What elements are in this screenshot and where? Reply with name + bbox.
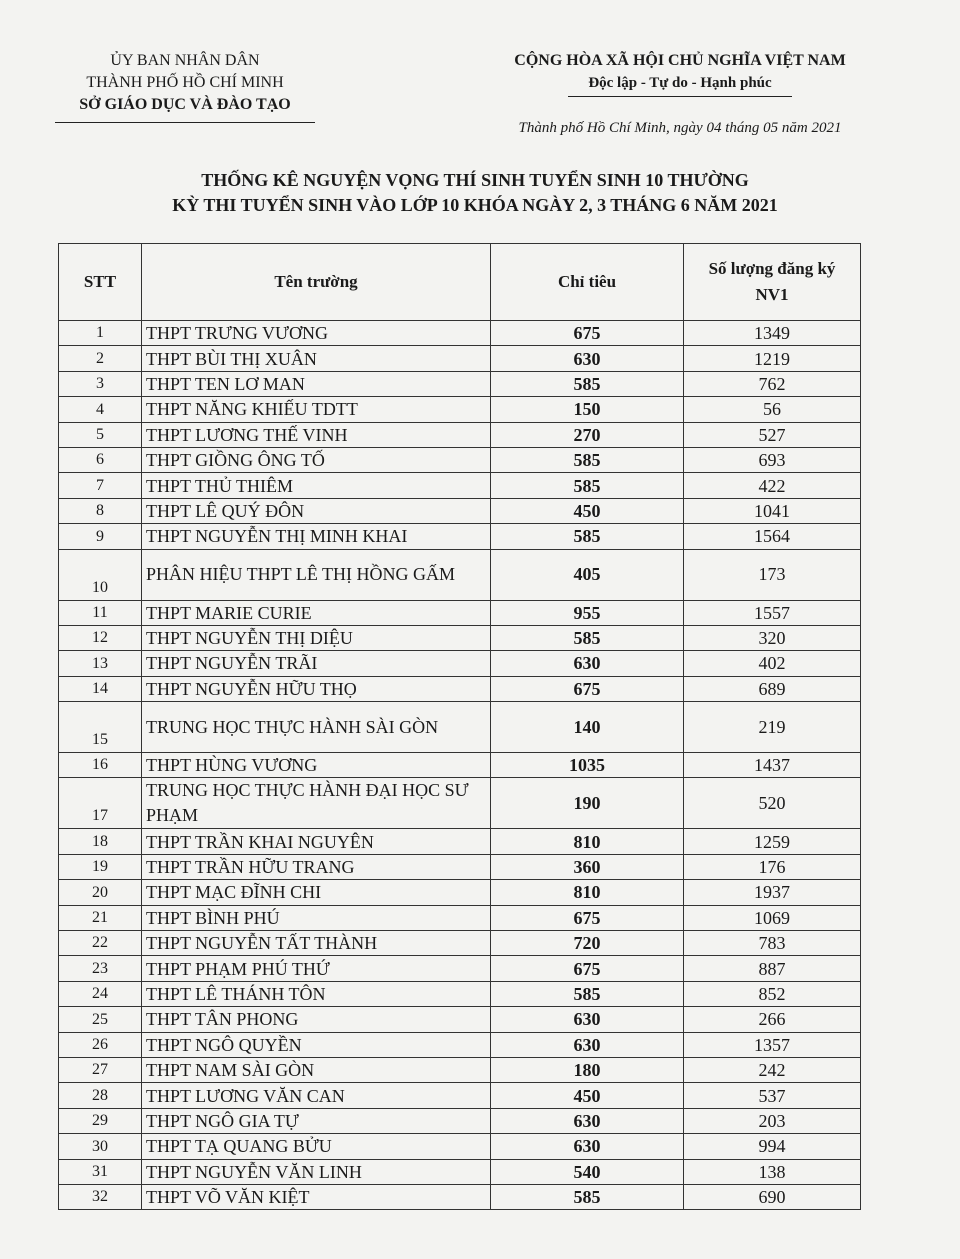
- issuer-block: [40, 50, 330, 123]
- table-row: [59, 905, 861, 930]
- table-row: [59, 1108, 861, 1133]
- cell-school-name: THPT NAM SÀI GÒN: [142, 1057, 491, 1082]
- table-row: [59, 651, 861, 676]
- table-row: [59, 473, 861, 498]
- cell-school-name: THPT MẠC ĐĨNH CHI: [142, 880, 491, 905]
- cell-stt: 28: [59, 1083, 142, 1108]
- cell-registrations: 693: [684, 447, 861, 472]
- table-row: [59, 829, 861, 854]
- cell-quota: 585: [491, 473, 684, 498]
- cell-registrations: 527: [684, 422, 861, 447]
- cell-school-name: THPT TRƯNG VƯƠNG: [142, 321, 491, 346]
- table-row: [59, 956, 861, 981]
- cell-registrations: 1069: [684, 905, 861, 930]
- cell-stt: 19: [59, 854, 142, 879]
- cell-quota: 585: [491, 625, 684, 650]
- registration-table: [58, 243, 861, 1210]
- cell-quota: 150: [491, 397, 684, 422]
- cell-registrations: 520: [684, 778, 861, 829]
- table-row: [59, 625, 861, 650]
- cell-stt: 27: [59, 1057, 142, 1082]
- cell-registrations: 689: [684, 676, 861, 701]
- cell-stt: 15: [59, 702, 142, 753]
- cell-quota: 540: [491, 1159, 684, 1184]
- cell-registrations: 219: [684, 702, 861, 753]
- cell-registrations: 138: [684, 1159, 861, 1184]
- cell-stt: 20: [59, 880, 142, 905]
- cell-quota: 675: [491, 905, 684, 930]
- cell-school-name: THPT NGUYỄN VĂN LINH: [142, 1159, 491, 1184]
- cell-registrations: 690: [684, 1184, 861, 1209]
- header-quota: Chỉ tiêu: [491, 244, 684, 321]
- cell-stt: 23: [59, 956, 142, 981]
- cell-quota: 450: [491, 1083, 684, 1108]
- table-row: [59, 371, 861, 396]
- cell-school-name: THPT TẠ QUANG BỬU: [142, 1134, 491, 1159]
- cell-quota: 630: [491, 651, 684, 676]
- cell-quota: 810: [491, 829, 684, 854]
- cell-stt: 8: [59, 498, 142, 523]
- table-row: [59, 1159, 861, 1184]
- issuer-underline: [55, 122, 315, 123]
- cell-school-name: THPT LÊ THÁNH TÔN: [142, 981, 491, 1006]
- cell-quota: 405: [491, 549, 684, 600]
- cell-school-name: THPT TRẦN HỮU TRANG: [142, 854, 491, 879]
- document-date: Thành phố Hồ Chí Minh, ngày 04 tháng 05 năm 2021: [518, 120, 842, 136]
- table-row: [59, 1083, 861, 1108]
- cell-registrations: 266: [684, 1007, 861, 1032]
- cell-stt: 32: [59, 1184, 142, 1209]
- cell-stt: 9: [59, 524, 142, 549]
- cell-school-name: THPT NGÔ QUYỀN: [142, 1032, 491, 1057]
- cell-school-name: THPT HÙNG VƯƠNG: [142, 753, 491, 778]
- cell-stt: 17: [59, 778, 142, 829]
- cell-stt: 5: [59, 422, 142, 447]
- cell-school-name: THPT NGUYỄN HỮU THỌ: [142, 676, 491, 701]
- cell-school-name: THPT GIỒNG ÔNG TỐ: [142, 447, 491, 472]
- national-header: [470, 50, 890, 97]
- cell-registrations: 762: [684, 371, 861, 396]
- cell-school-name: THPT THỦ THIÊM: [142, 473, 491, 498]
- cell-stt: 31: [59, 1159, 142, 1184]
- table-row: [59, 702, 861, 753]
- table-row: [59, 880, 861, 905]
- cell-registrations: 1437: [684, 753, 861, 778]
- cell-school-name: THPT TRẦN KHAI NGUYÊN: [142, 829, 491, 854]
- table-row: [59, 981, 861, 1006]
- title-line-2: KỲ THI TUYỂN SINH VÀO LỚP 10 KHÓA NGÀY 2, 3 THÁNG 6 NĂM 2021: [172, 195, 778, 215]
- cell-registrations: 422: [684, 473, 861, 498]
- cell-registrations: 203: [684, 1108, 861, 1133]
- cell-stt: 21: [59, 905, 142, 930]
- table-row: [59, 524, 861, 549]
- table-row: [59, 676, 861, 701]
- header-registrations-line-1: Số lượng đăng ký: [708, 259, 836, 278]
- cell-quota: 360: [491, 854, 684, 879]
- table-row: [59, 1184, 861, 1209]
- issuer-department: SỞ GIÁO DỤC VÀ ĐÀO TẠO: [79, 96, 291, 113]
- cell-quota: 675: [491, 321, 684, 346]
- cell-registrations: 1937: [684, 880, 861, 905]
- cell-registrations: 887: [684, 956, 861, 981]
- cell-quota: 630: [491, 1134, 684, 1159]
- cell-stt: 3: [59, 371, 142, 396]
- cell-school-name: THPT BÌNH PHÚ: [142, 905, 491, 930]
- cell-school-name: THPT TEN LƠ MAN: [142, 371, 491, 396]
- cell-quota: 270: [491, 422, 684, 447]
- table-row: [59, 397, 861, 422]
- cell-school-name: TRUNG HỌC THỰC HÀNH ĐẠI HỌC SƯ PHẠM: [142, 778, 491, 829]
- cell-school-name: THPT TÂN PHONG: [142, 1007, 491, 1032]
- cell-stt: 12: [59, 625, 142, 650]
- table-row: [59, 346, 861, 371]
- cell-registrations: 320: [684, 625, 861, 650]
- cell-school-name: THPT NĂNG KHIẾU TDTT: [142, 397, 491, 422]
- cell-quota: 630: [491, 1108, 684, 1133]
- cell-registrations: 1357: [684, 1032, 861, 1057]
- cell-registrations: 402: [684, 651, 861, 676]
- cell-registrations: 537: [684, 1083, 861, 1108]
- cell-registrations: 176: [684, 854, 861, 879]
- cell-quota: 630: [491, 1032, 684, 1057]
- cell-school-name: THPT BÙI THỊ XUÂN: [142, 346, 491, 371]
- cell-school-name: THPT NGÔ GIA TỰ: [142, 1108, 491, 1133]
- table-row: [59, 422, 861, 447]
- table-row: [59, 321, 861, 346]
- cell-stt: 14: [59, 676, 142, 701]
- cell-registrations: 242: [684, 1057, 861, 1082]
- cell-school-name: THPT VÕ VĂN KIỆT: [142, 1184, 491, 1209]
- cell-stt: 6: [59, 447, 142, 472]
- cell-registrations: 1564: [684, 524, 861, 549]
- cell-stt: 24: [59, 981, 142, 1006]
- cell-quota: 180: [491, 1057, 684, 1082]
- cell-registrations: 1259: [684, 829, 861, 854]
- cell-quota: 140: [491, 702, 684, 753]
- issuer-line-1: ỦY BAN NHÂN DÂN: [110, 52, 260, 69]
- header-school-name: Tên trường: [142, 244, 491, 321]
- cell-quota: 630: [491, 1007, 684, 1032]
- table-row: [59, 753, 861, 778]
- cell-registrations: 783: [684, 931, 861, 956]
- cell-registrations: 1349: [684, 321, 861, 346]
- cell-school-name: THPT LƯƠNG THẾ VINH: [142, 422, 491, 447]
- cell-registrations: 1041: [684, 498, 861, 523]
- cell-quota: 585: [491, 524, 684, 549]
- cell-quota: 810: [491, 880, 684, 905]
- table-row: [59, 854, 861, 879]
- cell-stt: 18: [59, 829, 142, 854]
- document-title: [60, 168, 890, 218]
- cell-school-name: THPT LƯƠNG VĂN CAN: [142, 1083, 491, 1108]
- cell-school-name: THPT PHẠM PHÚ THỨ: [142, 956, 491, 981]
- table-row: [59, 1057, 861, 1082]
- cell-quota: 675: [491, 676, 684, 701]
- table-row: [59, 1032, 861, 1057]
- cell-registrations: 852: [684, 981, 861, 1006]
- title-line-1: THỐNG KÊ NGUYỆN VỌNG THÍ SINH TUYỂN SINH 10 THƯỜNG: [201, 170, 749, 190]
- cell-quota: 585: [491, 1184, 684, 1209]
- cell-quota: 720: [491, 931, 684, 956]
- cell-stt: 22: [59, 931, 142, 956]
- table-row: [59, 1134, 861, 1159]
- cell-stt: 10: [59, 549, 142, 600]
- cell-stt: 7: [59, 473, 142, 498]
- table-row: [59, 931, 861, 956]
- cell-quota: 450: [491, 498, 684, 523]
- country-name: CỘNG HÒA XÃ HỘI CHỦ NGHĨA VIỆT NAM: [514, 52, 846, 69]
- header-stt: STT: [59, 244, 142, 321]
- cell-stt: 2: [59, 346, 142, 371]
- cell-quota: 1035: [491, 753, 684, 778]
- cell-quota: 585: [491, 981, 684, 1006]
- cell-registrations: 173: [684, 549, 861, 600]
- cell-quota: 585: [491, 371, 684, 396]
- national-motto: Độc lập - Tự do - Hạnh phúc: [568, 72, 791, 97]
- cell-quota: 585: [491, 447, 684, 472]
- header-registrations: [684, 244, 861, 321]
- table-body: [59, 321, 861, 1210]
- issuer-line-2: THÀNH PHỐ HỒ CHÍ MINH: [86, 74, 284, 91]
- cell-school-name: THPT LÊ QUÝ ĐÔN: [142, 498, 491, 523]
- table-row: [59, 600, 861, 625]
- cell-school-name: THPT NGUYỄN TẤT THÀNH: [142, 931, 491, 956]
- cell-school-name: THPT NGUYỄN THỊ DIỆU: [142, 625, 491, 650]
- cell-registrations: 994: [684, 1134, 861, 1159]
- table-row: [59, 1007, 861, 1032]
- table-row: [59, 498, 861, 523]
- table-row: [59, 549, 861, 600]
- cell-stt: 11: [59, 600, 142, 625]
- cell-quota: 675: [491, 956, 684, 981]
- cell-school-name: THPT NGUYỄN TRÃI: [142, 651, 491, 676]
- cell-registrations: 1557: [684, 600, 861, 625]
- cell-stt: 16: [59, 753, 142, 778]
- cell-school-name: TRUNG HỌC THỰC HÀNH SÀI GÒN: [142, 702, 491, 753]
- cell-school-name: PHÂN HIỆU THPT LÊ THỊ HỒNG GẤM: [142, 549, 491, 600]
- cell-school-name: THPT NGUYỄN THỊ MINH KHAI: [142, 524, 491, 549]
- cell-stt: 13: [59, 651, 142, 676]
- cell-registrations: 1219: [684, 346, 861, 371]
- table-row: [59, 778, 861, 829]
- cell-quota: 630: [491, 346, 684, 371]
- cell-quota: 955: [491, 600, 684, 625]
- cell-stt: 30: [59, 1134, 142, 1159]
- cell-stt: 25: [59, 1007, 142, 1032]
- cell-quota: 190: [491, 778, 684, 829]
- cell-stt: 29: [59, 1108, 142, 1133]
- cell-registrations: 56: [684, 397, 861, 422]
- table-header-row: [59, 244, 861, 321]
- table-row: [59, 447, 861, 472]
- cell-school-name: THPT MARIE CURIE: [142, 600, 491, 625]
- header-registrations-line-2: NV1: [755, 285, 789, 304]
- cell-stt: 4: [59, 397, 142, 422]
- cell-stt: 26: [59, 1032, 142, 1057]
- cell-stt: 1: [59, 321, 142, 346]
